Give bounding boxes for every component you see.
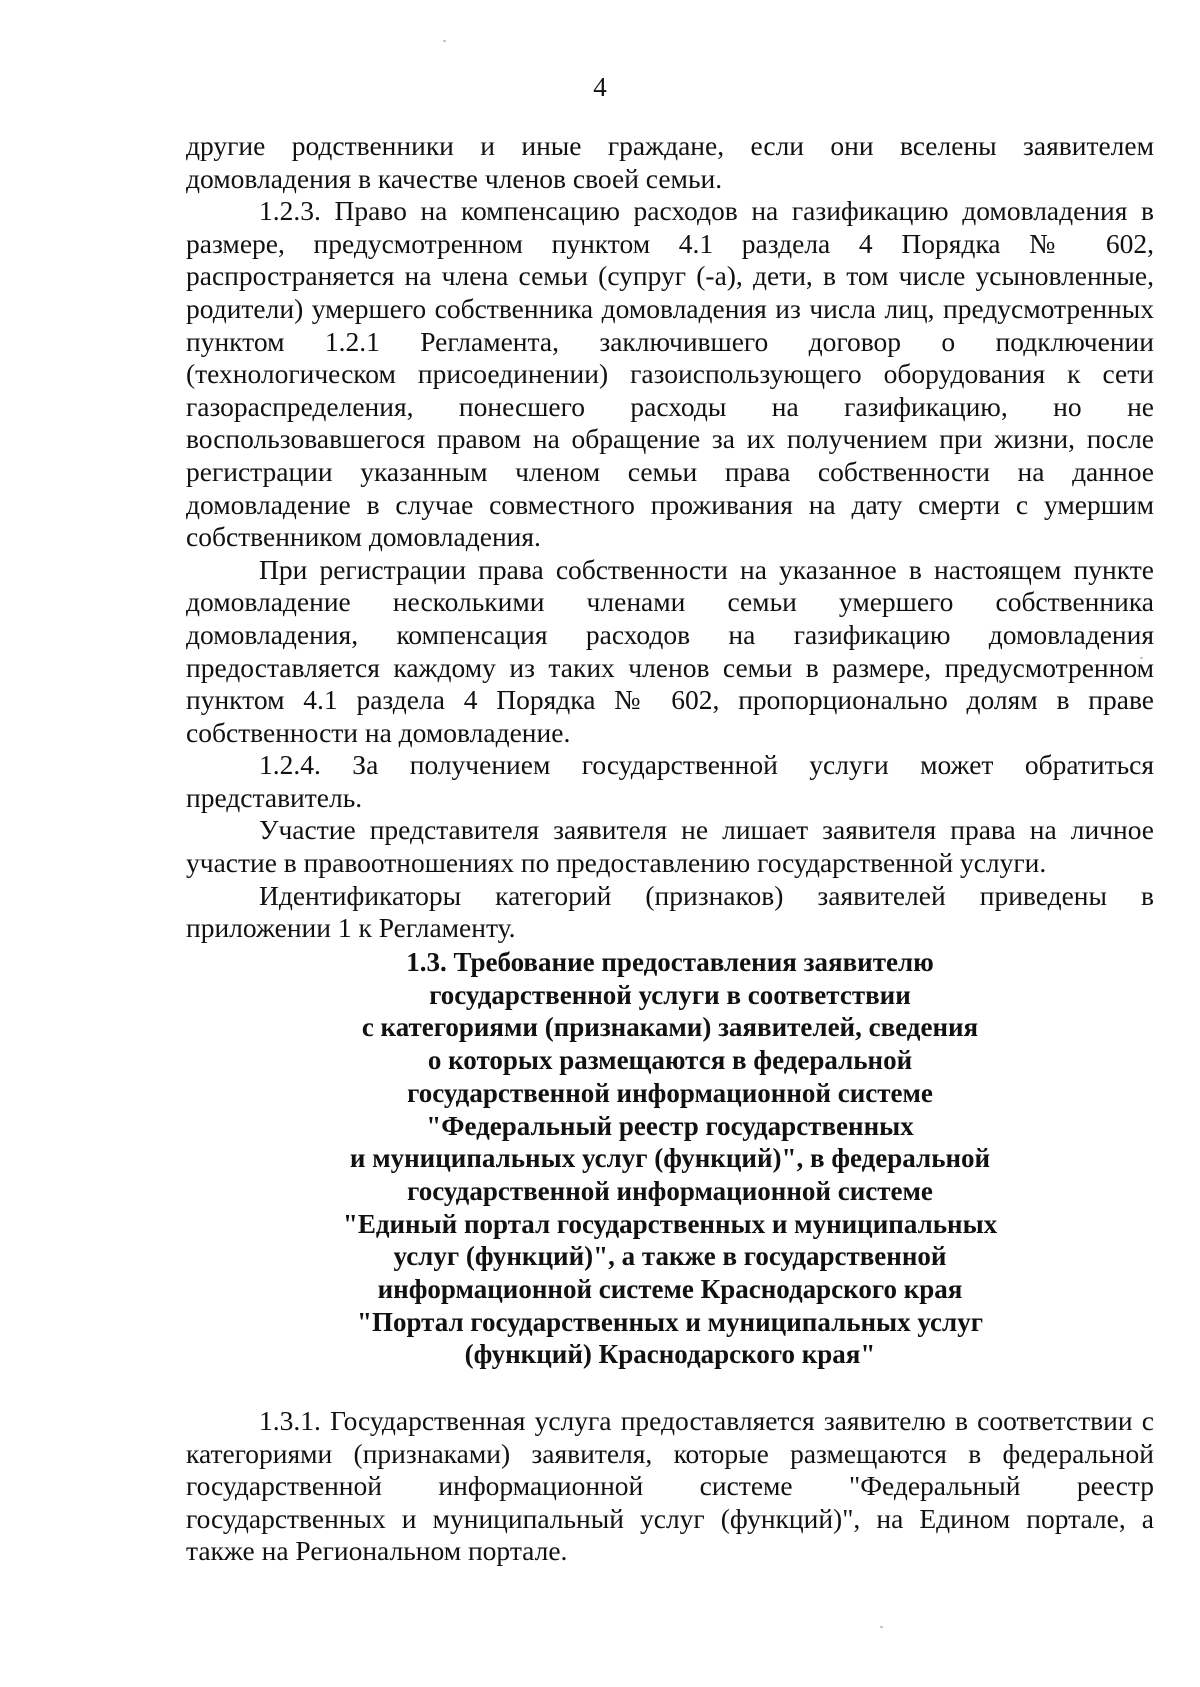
scan-speck (443, 40, 446, 42)
paragraph: другие родственники и иные граждане, если они вселены заявителем домовладения в качестве членов своей семьи. (186, 130, 1154, 194)
heading-line: "Единый портал государственных и муниципальных (342, 1208, 998, 1239)
heading-line: государственной информационной системе (407, 1175, 933, 1206)
paragraph: При регистрации права собственности на указанное в настоящем пункте домовладение несколькими членами семьи умершего собственника домовладения, компенсация расходов на газификацию домовладения предоставляется каждому из таких членов семьи в размере, предусмотренном пунктом 4.1 раздела 4 Порядка № 602, пропорционально долям в праве собственности на домовладение. (186, 553, 1154, 748)
page-number: 4 (593, 72, 607, 102)
heading-line: "Федеральный реестр государственных (426, 1110, 914, 1141)
body-text-bottom (186, 1405, 1154, 1568)
heading-line: с категориями (признаками) заявителей, сведения (361, 1012, 979, 1043)
body-text-top (186, 130, 1154, 945)
paragraph: 1.3.1. Государственная услуга предоставляется заявителю в соответствии с категориями (признаками) заявителя, которые размещаются в федеральной государственной информационной системе "Федеральный реестр государственных и муниципальный услуг (функций)", на Едином портале, а также на Региональном портале. (186, 1405, 1154, 1567)
heading-line: государственной информационной системе (407, 1077, 933, 1108)
heading-line: информационной системе Краснодарского края (377, 1274, 963, 1305)
heading-line: 1.3. Требование предоставления заявителю (406, 947, 934, 977)
heading-line: государственной услуги в соответствии (429, 979, 911, 1010)
heading-line: и муниципальных услуг (функций)", в федеральной (349, 1143, 991, 1174)
paragraph: 1.2.3. Право на компенсацию расходов на газификацию домовладения в размере, предусмотренном пунктом 4.1 раздела 4 Порядка № 602, распространяется на члена семьи (супруг (-а), дети, в том числе усыновленные, родители) умершего собственника домовладения из числа лиц, предусмотренных пунктом 1.2.1 Регламента, заключившего договор о подключении (технологическом присоединении) газоиспользующего оборудования к сети газораспределения, понесшего расходы на газификацию, но не воспользовавшегося правом на обращение за их получением при жизни, после регистрации указанным членом семьи права собственности на данное домовладение в случае совместного проживания на дату смерти с умершим собственником домовладения. (186, 195, 1154, 553)
paragraph: 1.2.4. За получением государственной услуги может обратиться представитель. (186, 749, 1154, 813)
scan-speck (880, 1626, 883, 1628)
section-heading (250, 946, 1090, 1371)
heading-line: услуг (функций)", а также в государственной (393, 1241, 947, 1272)
heading-line: о которых размещаются в федеральной (427, 1045, 913, 1076)
paragraph: Идентификаторы категорий (признаков) заявителей приведены в приложении 1 к Регламенту. (186, 879, 1154, 944)
heading-line: "Портал государственных и муниципальных услуг (357, 1306, 983, 1337)
paragraph: Участие представителя заявителя не лишает заявителя права на личное участие в правоотношениях по предоставлению государственной услуги. (186, 814, 1154, 879)
heading-line: (функций) Краснодарского края" (464, 1339, 876, 1370)
